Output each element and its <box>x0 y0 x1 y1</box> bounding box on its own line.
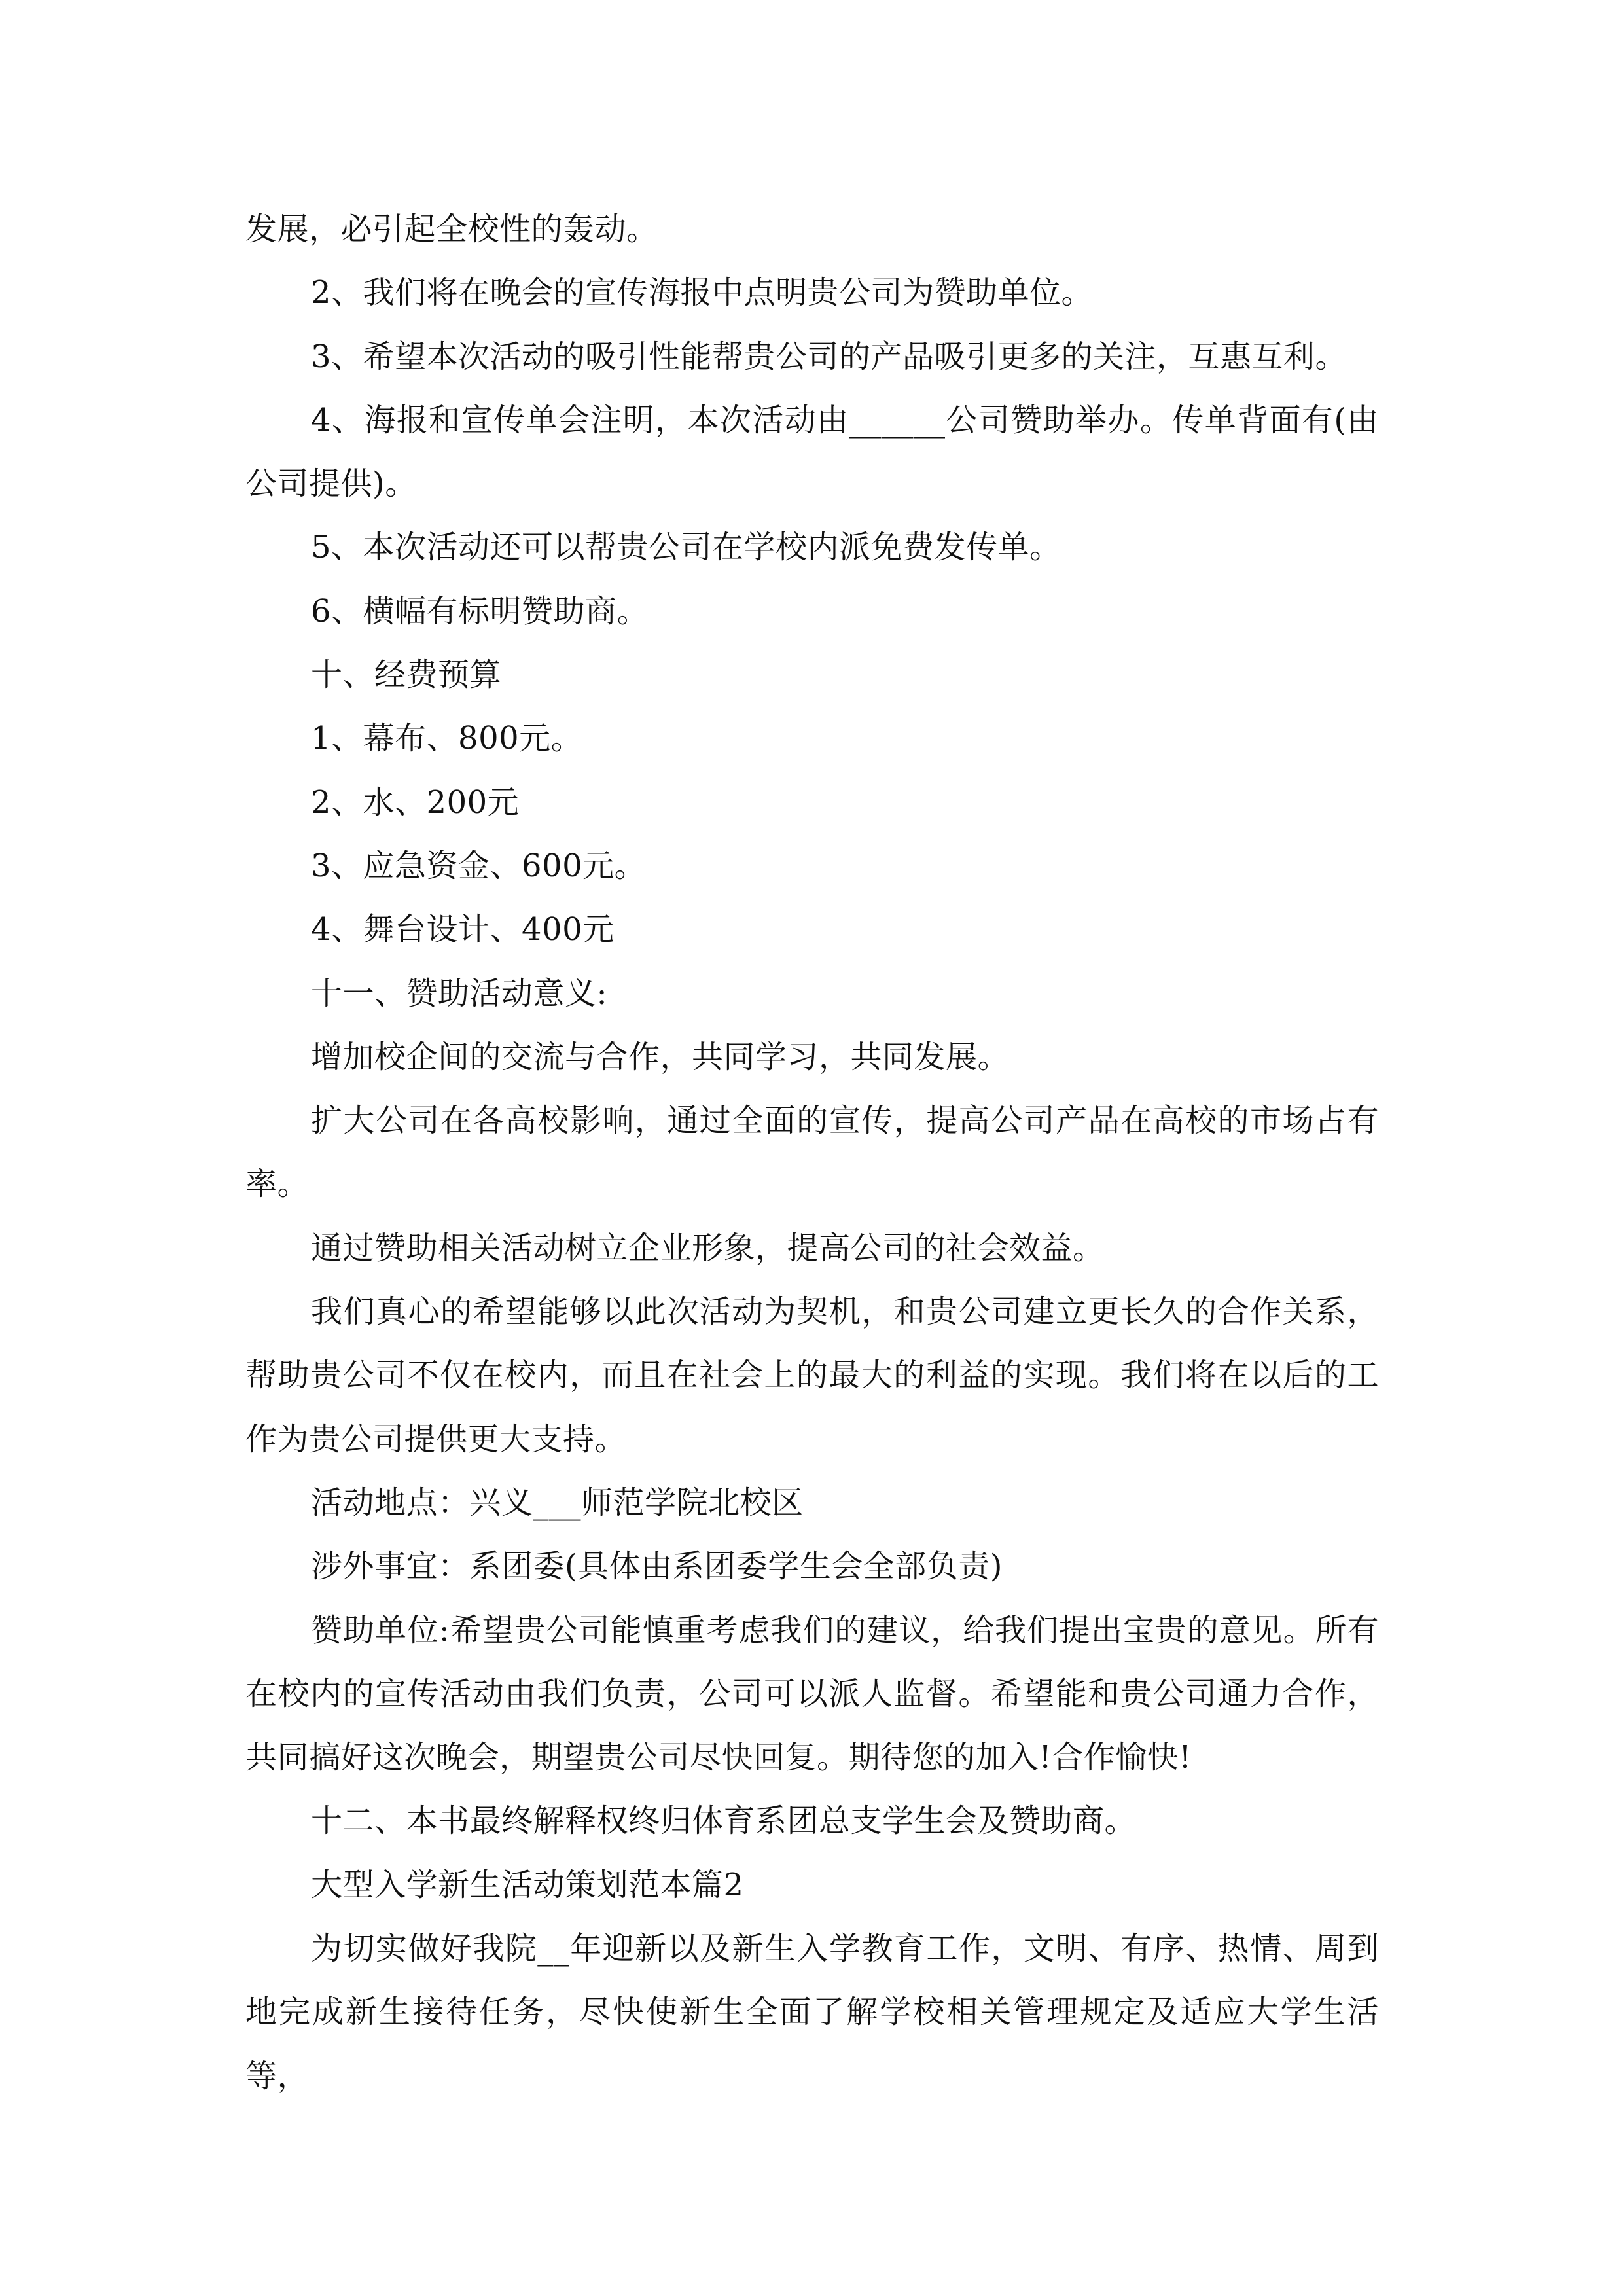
paragraph: 6、横幅有标明赞助商。 <box>311 592 649 630</box>
paragraph: 扩大公司在各高校影响，通过全面的宣传，提高公司产品在高校的市场占有率。 <box>245 1102 1379 1203</box>
budget-item: 4、舞台设计、400元 <box>311 911 615 948</box>
paragraph: 赞助单位:希望贵公司能慎重考虑我们的建议，给我们提出宝贵的意见。所有在校内的宣传活动由我们负责，公司可以派人监督。希望能和贵公司通力合作，共同搞好这次晚会，期望贵公司尽快回复。期待您的加入!合作愉快! <box>245 1611 1379 1776</box>
paragraph: 涉外事宜：系团委(具体由系团委学生会全部负责) <box>311 1548 1003 1585</box>
paragraph: 增加校企间的交流与合作，共同学习，共同发展。 <box>311 1038 1010 1075</box>
budget-item: 2、水、200元 <box>311 783 520 821</box>
paragraph: 活动地点：兴义___师范学院北校区 <box>311 1484 804 1521</box>
budget-item: 1、幕布、800元。 <box>311 720 583 757</box>
article-title: 大型入学新生活动策划范本篇2 <box>311 1866 744 1903</box>
paragraph: 5、本次活动还可以帮贵公司在学校内派免费发传单。 <box>311 529 1061 566</box>
section-heading: 十、经费预算 <box>311 656 502 694</box>
paragraph: 4、海报和宣传单会注明，本次活动由______公司赞助举办。传单背面有(由公司提供)。 <box>245 401 1379 503</box>
section-heading: 十二、本书最终解释权终归体育系团总支学生会及赞助商。 <box>311 1803 1137 1840</box>
document-body <box>245 198 1379 2108</box>
paragraph: 通过赞助相关活动树立企业形象，提高公司的社会效益。 <box>311 1229 1105 1266</box>
budget-item: 3、应急资金、600元。 <box>311 847 647 884</box>
paragraph: 为切实做好我院__年迎新以及新生入学教育工作，文明、有序、热情、周到地完成新生接待任务，尽快使新生全面了解学校相关管理规定及适应大学生活等， <box>245 1930 1379 2094</box>
paragraph: 发展，必引起全校性的轰动。 <box>245 211 658 247</box>
paragraph: 我们真心的希望能够以此次活动为契机，和贵公司建立更长久的合作关系，帮助贵公司不仅在校内，而且在社会上的最大的利益的实现。我们将在以后的工作为贵公司提供更大支持。 <box>245 1293 1379 1458</box>
section-heading: 十一、赞助活动意义: <box>311 975 608 1012</box>
paragraph: 2、我们将在晚会的宣传海报中点明贵公司为赞助单位。 <box>311 274 1094 312</box>
paragraph: 3、希望本次活动的吸引性能帮贵公司的产品吸引更多的关注，互惠互利。 <box>311 338 1347 375</box>
